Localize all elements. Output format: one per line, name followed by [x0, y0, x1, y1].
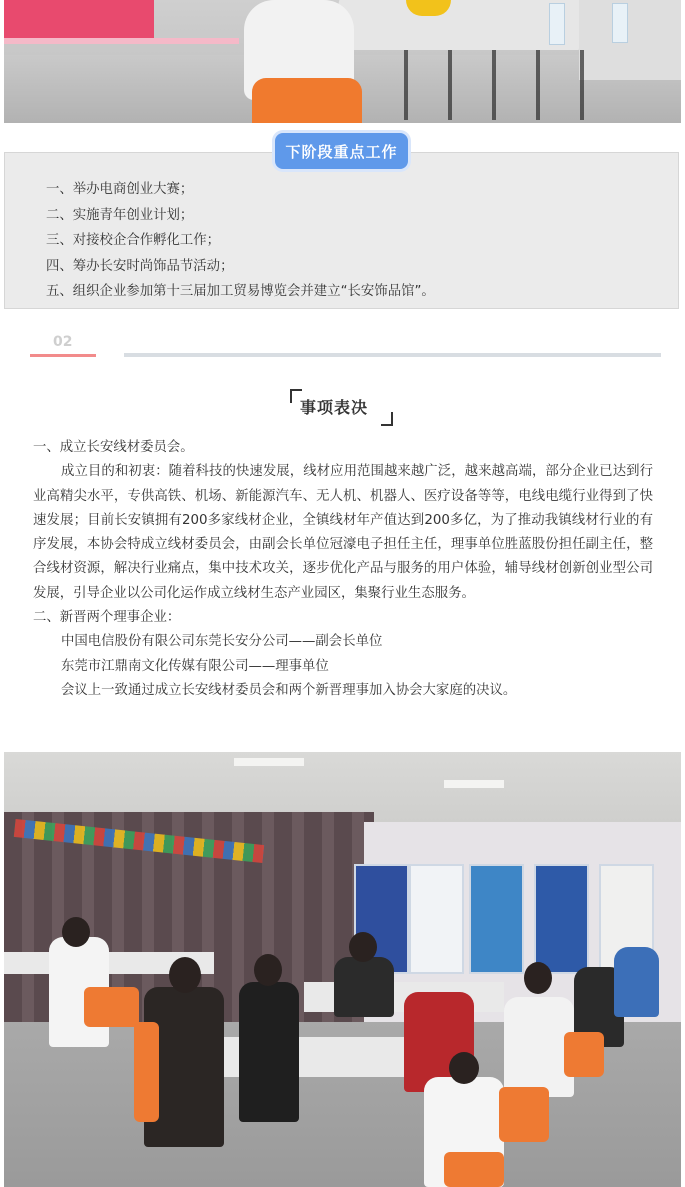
work-plan-title: 下阶段重点工作 — [275, 133, 408, 169]
section-heading: 事项表决 — [300, 398, 369, 417]
list-item: 五、组织企业参加第十三届加工贸易博览会并建立“长安饰品馆”。 — [46, 284, 435, 299]
section-divider-line — [124, 353, 661, 357]
paragraph: 中国电信股份有限公司东莞长安分公司——副会长单位 — [61, 634, 383, 650]
work-plan-list — [46, 177, 435, 305]
paragraph: 成立目的和初衷：随着科技的快速发展，线材应用范围越来越广泛，越来越高端，部分企业已达到行业高精尖水平，专供高铁、机场、新能源汽车、无人机、机器人、医疗设备等等，电线电缆行业得到了快速发展；目前长安镇拥有200多家线材企业，全镇线材年产值达到200多亿，为了推动我镇线材行业的有序发展，本协会特成立线材委员会，由副会长单位冠濠电子担任主任，理事单位胜蓝股份担任副主任，整合线材资源，解决行业痛点，集中技术攻关，逐步优化产品与服务的用户体验，辅导线材创新创业型公司发展，引导企业以公司化运作成立线材生态产业园区，集聚行业生态服务。 — [33, 464, 653, 601]
paragraph: 一、成立长安线材委员会。 — [33, 440, 194, 455]
list-item: 二、实施青年创业计划； — [46, 207, 194, 223]
voting-photo — [4, 752, 681, 1187]
paragraph: 会议上一致通过成立长安线材委员会和两个新晋理事加入协会大家庭的决议。 — [61, 682, 517, 698]
resolution-text — [33, 436, 653, 703]
paragraph: 东莞市江鼎南文化传媒有限公司——理事单位 — [61, 658, 329, 674]
paragraph: 二、新晋两个理事企业： — [33, 610, 181, 626]
meeting-photo-top — [4, 0, 681, 123]
heading-bracket-right — [381, 412, 393, 426]
section-number: 02 — [53, 334, 73, 350]
list-item: 四、筹办长安时尚饰品节活动； — [46, 258, 234, 274]
list-item: 一、举办电商创业大赛； — [46, 182, 194, 197]
list-item: 三、对接校企合作孵化工作； — [46, 233, 221, 248]
section-number-underline — [30, 354, 96, 357]
